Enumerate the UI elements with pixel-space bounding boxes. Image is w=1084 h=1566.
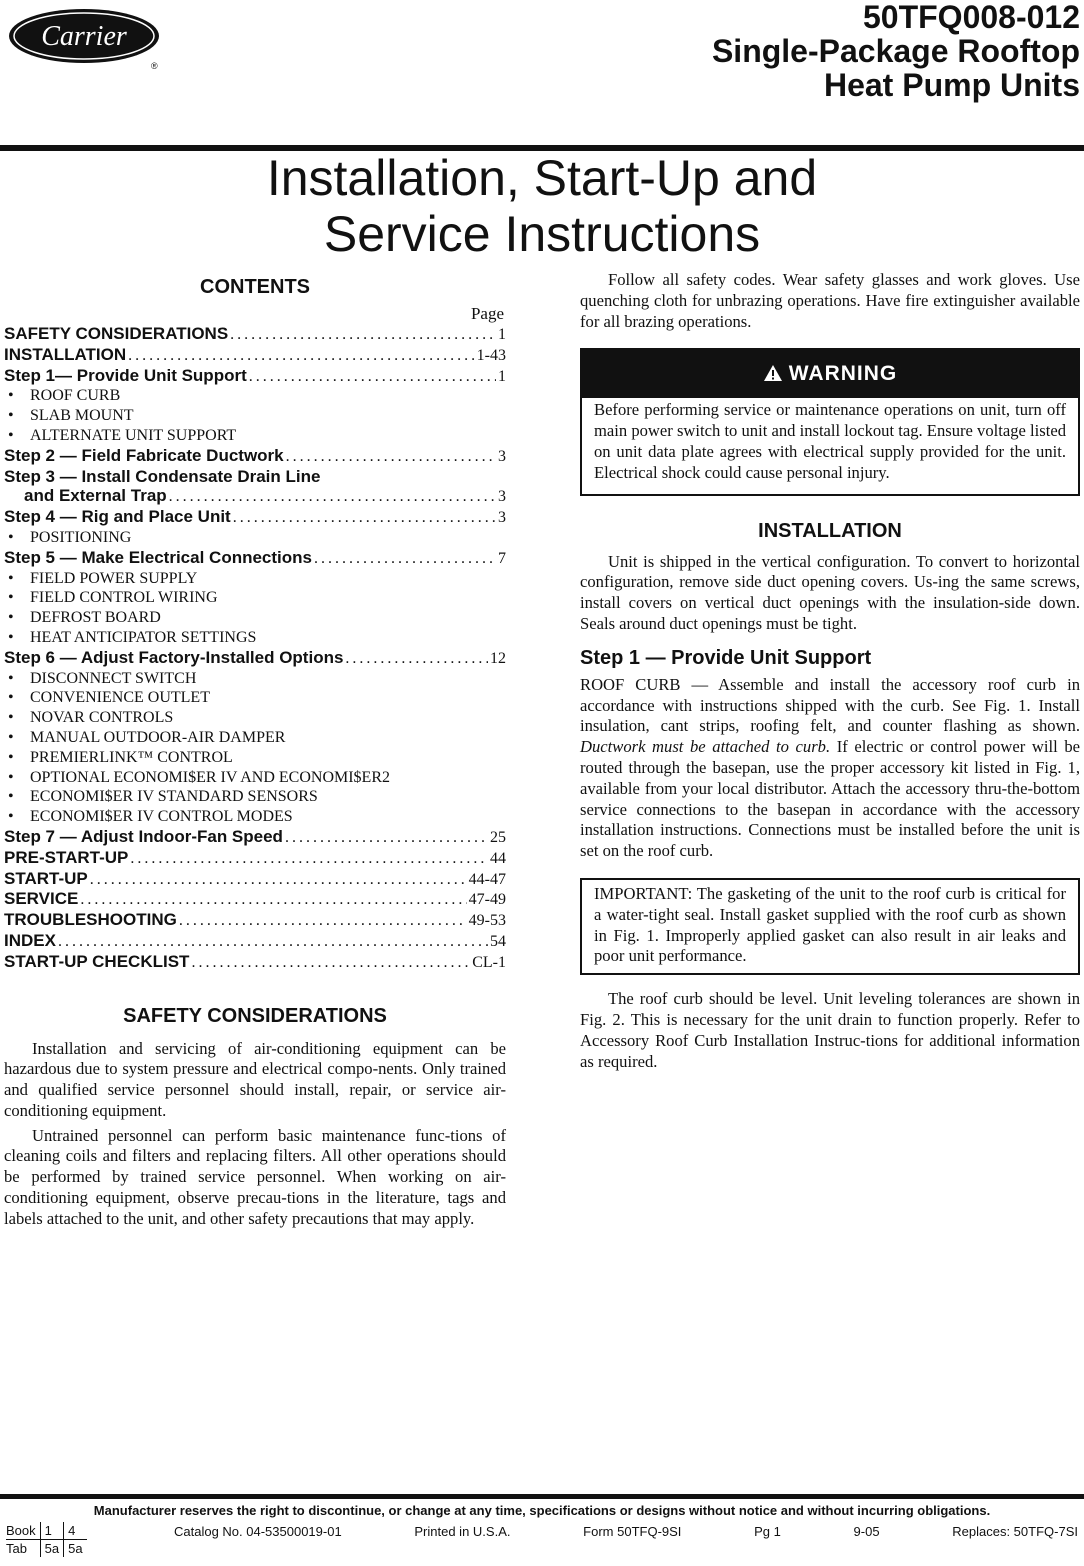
toc-entry-page: 3	[498, 509, 506, 527]
replaces: Replaces: 50TFQ-7SI	[952, 1524, 1078, 1539]
toc-entry-page: 12	[490, 649, 506, 667]
toc-leader-dots	[90, 870, 467, 890]
toc-entry	[4, 910, 506, 931]
safety-heading: SAFETY CONSIDERATIONS	[123, 1004, 387, 1027]
toc-entry	[4, 827, 506, 848]
toc-entry-page: 3	[498, 447, 506, 465]
book-value-2: 4	[64, 1522, 87, 1540]
printed-in: Printed in U.S.A.	[414, 1524, 511, 1539]
toc-entry	[4, 446, 506, 467]
toc-bullet-item: • HEAT ANTICIPATOR SETTINGS	[4, 628, 506, 648]
toc-leader-dots	[179, 911, 467, 931]
warning-box	[580, 348, 1080, 495]
contents-page-label: Page	[470, 304, 504, 323]
toc-entry-page: 7	[498, 549, 506, 567]
toc-leader-dots	[285, 828, 488, 848]
footer-rule	[0, 1494, 1084, 1499]
toc-entry-label: SAFETY CONSIDERATIONS	[4, 324, 229, 343]
registered-mark: ®	[151, 61, 158, 70]
toc-entry-page: 25	[490, 828, 506, 846]
toc-entry	[4, 648, 506, 669]
document-title	[0, 150, 1084, 262]
warning-triangle-icon	[763, 364, 783, 382]
toc-leader-dots	[314, 549, 496, 569]
contents-heading: CONTENTS	[200, 276, 310, 298]
toc-heading-item: Step 3 — Install Condensate Drain Line	[4, 466, 321, 486]
toc-entry-page: 54	[490, 932, 506, 950]
toc-entry-label: and External Trap	[24, 486, 167, 506]
step1-heading: Step 1 — Provide Unit Support	[580, 646, 872, 669]
toc-leader-dots	[230, 325, 496, 345]
tab-value-1: 5a	[40, 1540, 63, 1558]
right-column	[580, 270, 1080, 1072]
toc-entry-label: Step 7 — Adjust Indoor-Fan Speed	[4, 826, 283, 846]
catalog-number: Catalog No. 04-53500019-01	[174, 1524, 342, 1539]
toc-entry-page: 1-43	[476, 346, 506, 364]
toc-leader-dots	[58, 932, 488, 952]
book-value-1: 1	[40, 1522, 63, 1540]
toc-entry	[4, 366, 506, 387]
title-line-2: Service Instructions	[323, 206, 761, 262]
toc-entry	[4, 345, 506, 366]
roof-curb-text-b: If electric or control power will be routed through the basepan, use the proper accessory kit listed in Fig. 1, available from your local distributor. Attach the accessory thru-the-bottom service connections to the basepan in accordance with the accessory installation instructions. Connections must be installed before the unit is set on the roof curb.	[580, 737, 1080, 861]
footer-info	[174, 1524, 1078, 1539]
toc-leader-dots	[191, 953, 470, 973]
toc-entry-label: START-UP CHECKLIST	[4, 951, 190, 971]
toc-bullet-item: • ROOF CURB	[4, 386, 506, 406]
toc-bullet-item: • ALTERNATE UNIT SUPPORT	[4, 426, 506, 446]
warning-text: Before performing service or maintenance operations on unit, turn off main power switch to unit and install lockout tag. Ensure voltage listed on unit data plate agrees with electrical supply provided for the unit. Electrical shock could cause personal injury.	[594, 400, 1066, 482]
toc-bullet-item: • ECONOMI$ER IV STANDARD SENSORS	[4, 787, 506, 807]
toc-leader-dots	[80, 890, 466, 910]
toc-leader-dots	[249, 367, 496, 387]
toc-leader-dots	[345, 649, 488, 669]
safety-paragraph-2: Untrained personnel can perform basic maintenance func-tions of cleaning coils and filters and replacing filters. All other operations should be performed by trained service personnel. When working on air-conditioning equipment, observe precau-tions in the literature, tags and labels attached to the unit, and other safety precautions that may apply.	[4, 1125, 506, 1228]
tab-label: Tab	[6, 1540, 40, 1558]
toc-bullet-item: • OPTIONAL ECONOMI$ER IV AND ECONOMI$ER2	[4, 768, 506, 788]
model-number: 50TFQ008-012	[862, 0, 1080, 35]
toc-bullet-item: • POSITIONING	[4, 528, 506, 548]
model-block	[712, 0, 1080, 102]
roof-curb-text-a: ROOF CURB — Assemble and install the accessory roof curb in accordance with instructions shipped with the curb. See Fig. 1. Install insulation, cant strips, roofing felt, and counter flashing as shown.	[580, 674, 1080, 736]
toc-entry-label: SERVICE	[4, 889, 79, 909]
toc-bullet-item: • DISCONNECT SWITCH	[4, 669, 506, 689]
toc-bullet-item: • DEFROST BOARD	[4, 608, 506, 628]
toc-entry-label: Step 1— Provide Unit Support	[4, 365, 247, 385]
left-column	[4, 270, 506, 1230]
roof-curb-italic: Ductwork must be attached to curb.	[580, 737, 831, 757]
product-line-1: Single-Package Rooftop	[711, 33, 1080, 69]
toc-entry-page: 44	[490, 849, 506, 867]
toc-entry	[4, 869, 506, 890]
toc-bullet-item: • FIELD POWER SUPPLY	[4, 569, 506, 589]
toc-bullet-item: • SLAB MOUNT	[4, 406, 506, 426]
toc-entry-page: 47-49	[468, 891, 506, 909]
toc-entry	[4, 507, 506, 528]
toc-entry-page: CL-1	[472, 953, 506, 971]
toc-entry-label: Step 6 — Adjust Factory-Installed Options	[4, 647, 344, 667]
toc-entry-page: 1	[498, 367, 506, 385]
toc-entry-label: INDEX	[4, 930, 56, 950]
toc-entry	[4, 952, 506, 973]
toc-entry-page: 44-47	[468, 870, 506, 888]
title-line-1: Installation, Start-Up and	[266, 150, 818, 206]
safety-paragraph-1: Installation and servicing of air-conditioning equipment can be hazardous due to system pressure and electrical compo-nents. Only trained and qualified service personnel should install, repair, or service air-conditioning equipment.	[4, 1038, 506, 1120]
toc-entry-label: Step 4 — Rig and Place Unit	[4, 507, 231, 527]
toc-bullet-item: • MANUAL OUTDOOR-AIR DAMPER	[4, 728, 506, 748]
toc-entry-label: Step 5 — Make Electrical Connections	[4, 547, 312, 567]
toc-entry	[4, 931, 506, 952]
carrier-logo	[6, 6, 166, 70]
toc-entry-label: PRE-START-UP	[4, 847, 129, 867]
toc-entry	[4, 486, 506, 507]
roof-curb-level-paragraph: The roof curb should be level. Unit leveling tolerances are shown in Fig. 2. This is necessary for the unit drain to function properly. Refer to Accessory Roof Curb Installation Instruc-tions for additional information as required.	[580, 989, 1080, 1071]
toc-entry-label: Step 2 — Field Fabricate Ductwork	[4, 445, 284, 465]
toc-entry-page: 1	[498, 326, 506, 343]
toc-bullet-item: • PREMIERLINK™ CONTROL	[4, 748, 506, 768]
form-number: Form 50TFQ-9SI	[583, 1524, 682, 1539]
toc-entry-label: START-UP	[4, 868, 88, 888]
toc-entry-label: TROUBLESHOOTING	[4, 910, 177, 930]
tab-value-2: 5a	[64, 1540, 87, 1558]
toc-entry	[4, 889, 506, 910]
toc-entry-page: 3	[498, 488, 506, 506]
roof-curb-paragraph	[580, 675, 1080, 862]
toc-bullet-item: • ECONOMI$ER IV CONTROL MODES	[4, 807, 506, 827]
footer-notice: Manufacturer reserves the right to discontinue, or change at any time, specifications or designs without notice and without incurring obligations.	[93, 1503, 991, 1518]
toc-leader-dots	[169, 487, 496, 507]
toc-entry	[4, 848, 506, 869]
important-box: IMPORTANT: The gasketing of the unit to the roof curb is critical for a water-tight seal. Install gasket supplied with the roof curb as shown in Fig. 1. Improperly applied gasket can also result in air leaks and poor unit performance.	[580, 878, 1080, 975]
brand-text: Carrier	[41, 21, 127, 52]
installation-paragraph: Unit is shipped in the vertical configuration. To convert to horizontal configuration, remove side duct opening covers. Us-ing the same screws, install covers on vertical duct openings with the insulation-side down. Seals around duct openings must be tight.	[580, 551, 1080, 633]
toc-entry	[4, 548, 506, 569]
toc-bullet-item: • CONVENIENCE OUTLET	[4, 688, 506, 708]
toc-entry	[4, 324, 506, 345]
warning-title: WARNING	[788, 362, 898, 386]
toc-leader-dots	[286, 447, 496, 467]
page-number: Pg 1	[754, 1524, 781, 1539]
toc-bullet-item: • FIELD CONTROL WIRING	[4, 588, 506, 608]
safety-paragraph-3: Follow all safety codes. Wear safety glasses and work gloves. Use quenching cloth for unbrazing operations. Have fire extinguisher available for all brazing operations.	[580, 270, 1080, 331]
toc-entry-page: 49-53	[468, 912, 506, 930]
installation-heading: INSTALLATION	[758, 519, 902, 542]
toc-leader-dots	[233, 508, 496, 528]
product-line-2: Heat Pump Units	[823, 67, 1080, 103]
print-date: 9-05	[853, 1524, 880, 1539]
book-label: Book	[6, 1523, 36, 1538]
toc-leader-dots	[128, 346, 475, 366]
toc-entry-label: INSTALLATION	[4, 344, 127, 364]
book-tab-table	[6, 1522, 87, 1557]
table-of-contents	[4, 324, 506, 973]
warning-bar	[582, 350, 1078, 398]
toc-bullet-item: • NOVAR CONTROLS	[4, 708, 506, 728]
toc-leader-dots	[130, 849, 488, 869]
